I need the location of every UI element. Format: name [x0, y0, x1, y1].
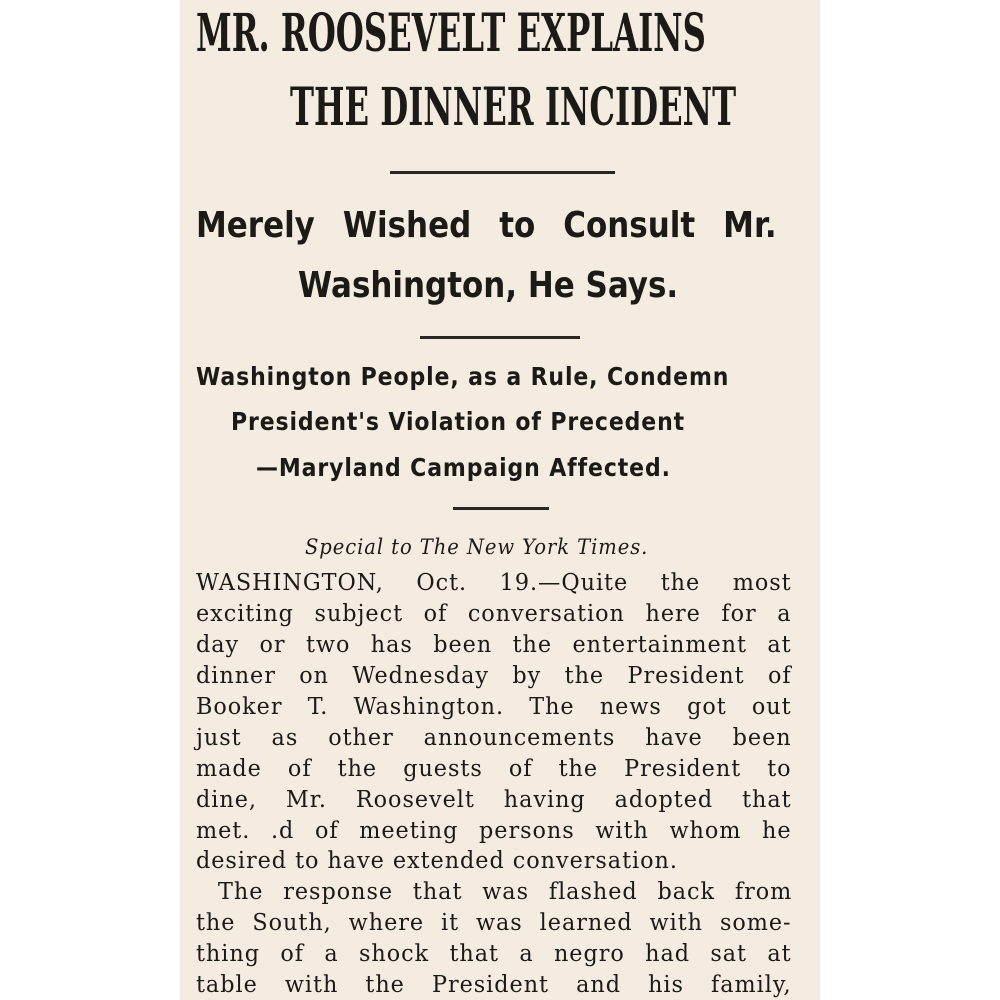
- body-text-line: made of the guests of the President to: [196, 756, 792, 782]
- deck-2-line-2: President's Violation of Precedent: [231, 407, 686, 436]
- body-text-line: Booker T. Washington. The news got out: [196, 694, 792, 720]
- deck-2-line-3: —Maryland Campaign Affected.: [256, 453, 671, 482]
- body-text-line: WASHINGTON, Oct. 19.—Quite the most: [196, 570, 792, 596]
- divider-rule-3: [453, 507, 549, 510]
- headline-line-1: MR. ROOSEVELT EXPLAINS: [196, 3, 706, 64]
- body-text-line: met. .d of meeting persons with whom he: [196, 818, 792, 844]
- headline-line-2: THE DINNER INCIDENT: [290, 77, 737, 138]
- deck-2-line-1: Washington People, as a Rule, Condemn: [196, 362, 730, 391]
- body-text-line: exciting subject of conversation here for a: [196, 601, 792, 627]
- body-text-line: the South, where it was learned with some-: [196, 910, 792, 936]
- body-text-line: dine, Mr. Roosevelt having adopted that: [196, 787, 792, 813]
- body-text-line: table with the President and his family,: [196, 972, 792, 998]
- body-text-line: day or two has been the entertainment at: [196, 632, 792, 658]
- body-text-line: The response that was flashed back from: [218, 879, 793, 905]
- newspaper-clipping: [180, 0, 820, 1000]
- body-text-line: desired to have extended conversation.: [196, 848, 678, 874]
- body-text-line: thing of a shock that a negro had sat at: [196, 941, 792, 967]
- divider-rule-2: [420, 336, 580, 339]
- divider-rule-1: [390, 171, 615, 174]
- body-text-line: just as other announcements have been: [196, 725, 792, 751]
- body-text-line: dinner on Wednesday by the President of: [196, 663, 792, 689]
- deck-1-line-1: Merely Wished to Consult Mr.: [196, 205, 777, 246]
- dateline-credit: Special to The New York Times.: [305, 535, 649, 559]
- deck-1-line-2: Washington, He Says.: [298, 265, 679, 306]
